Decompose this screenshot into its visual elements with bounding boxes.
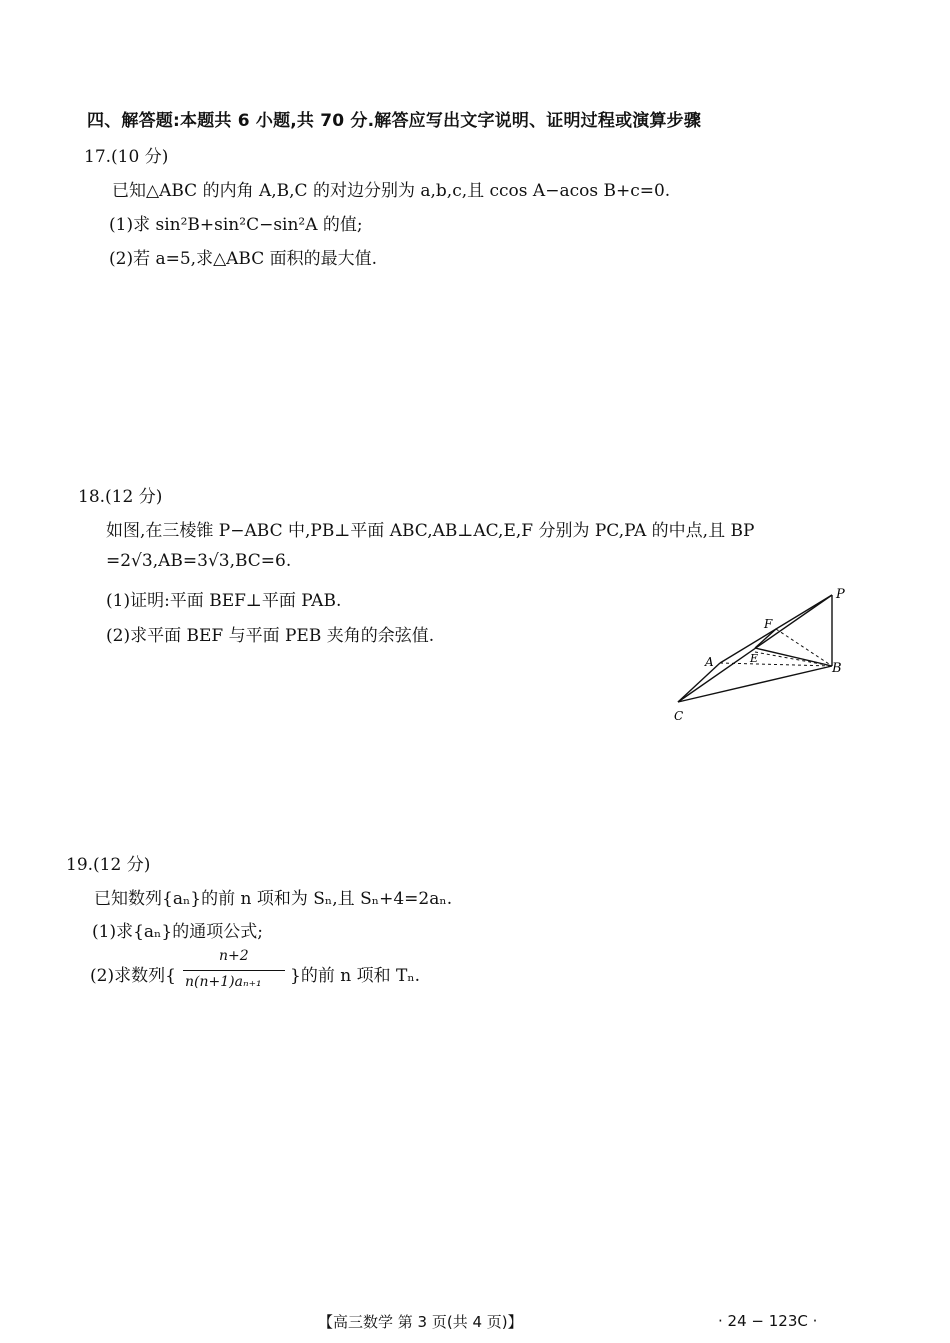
pyramid-figure (660, 580, 860, 730)
fraction-bar (183, 970, 285, 971)
question-18-header: 18.(12 分) (78, 487, 163, 507)
vertex-label-c: C (674, 709, 684, 723)
question-18-stem-line-1: 如图,在三棱锥 P−ABC 中,PB⊥平面 ABC,AB⊥AC,E,F 分别为 PC,PA 的中点,且 BP (106, 521, 755, 541)
question-19-stem: 已知数列{aₙ}的前 n 项和为 Sₙ,且 Sₙ+4=2aₙ. (94, 889, 453, 909)
fraction-denominator: n(n+1)aₙ₊₁ (185, 974, 262, 990)
vertex-label-f: F (764, 617, 773, 631)
question-17-stem: 已知△ABC 的内角 A,B,C 的对边分别为 a,b,c,且 ccos A−acos B+c=0. (112, 181, 671, 201)
edge-ca (678, 663, 720, 702)
section-title: 四、解答题:本题共 6 小题,共 70 分.解答应写出文字说明、证明过程或演算步骤 (87, 111, 702, 131)
question-18-part-1: (1)证明:平面 BEF⊥平面 PAB. (106, 591, 342, 611)
question-17-part-2: (2)若 a=5,求△ABC 面积的最大值. (109, 249, 378, 269)
question-19-fraction (183, 948, 288, 994)
segment-eb (755, 648, 832, 666)
question-17-part-1: (1)求 sin²B+sin²C−sin²A 的值; (109, 215, 363, 235)
vertex-label-p: P (836, 587, 845, 602)
question-19-part-2-suffix: }的前 n 项和 Tₙ. (290, 966, 421, 986)
question-19-header: 19.(12 分) (66, 855, 151, 875)
question-18-stem-line-2: =2√3,AB=3√3,BC=6. (106, 551, 292, 571)
segment-fe (755, 629, 776, 648)
segment-e-b-hidden (755, 652, 832, 666)
question-17-header: 17.(10 分) (84, 147, 169, 167)
question-18-part-2: (2)求平面 BEF 与平面 PEB 夹角的余弦值. (106, 626, 435, 646)
vertex-label-b: B (832, 661, 842, 676)
vertex-label-a: A (705, 655, 714, 669)
fraction-numerator: n+2 (219, 948, 249, 964)
vertex-label-e: E (750, 652, 759, 665)
edge-cb (678, 666, 832, 702)
question-19-part-2-prefix: (2)求数列{ (90, 966, 176, 986)
footer-page-info: 【高三数学 第 3 页(共 4 页)】 (318, 1313, 523, 1331)
footer-code: · 24 − 123C · (718, 1312, 818, 1330)
question-19-part-1: (1)求{aₙ}的通项公式; (92, 922, 263, 942)
